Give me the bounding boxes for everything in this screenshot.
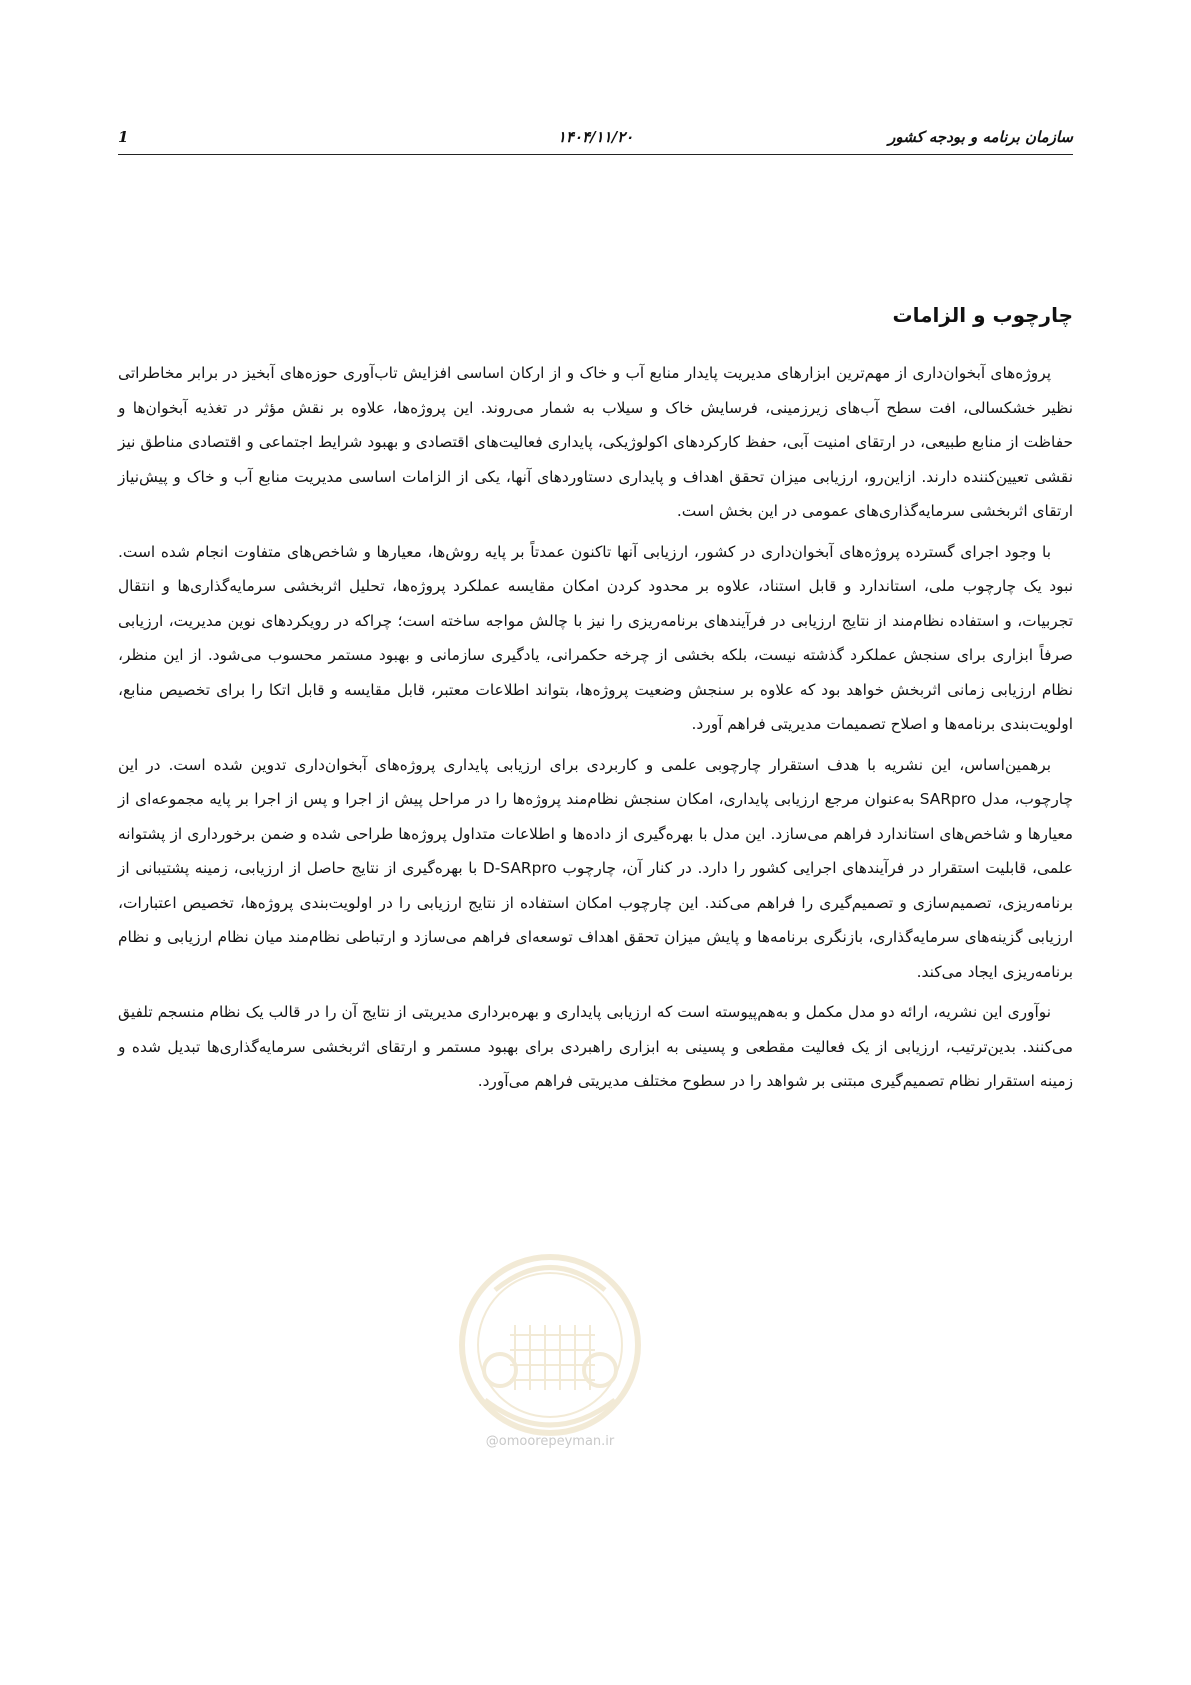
document-body [118,300,1073,1105]
paragraph-3: برهمین‌اساس، این نشریه با هدف استقرار چارچوبی علمی و کاربردی برای ارزیابی پایداری پروژه‌های آبخوان‌داری تدوین شده است. در این چارچوب، مدل SARpro به‌عنوان مرجع ارزیابی پایداری، امکان سنجش نظام‌مند پروژه‌ها را در مراحل پیش از اجرا و پس از اجرا بر پایه مجموعه‌ای از معیارها و شاخص‌های استاندارد فراهم می‌سازد. این مدل با بهره‌گیری از داده‌ها و اطلاعات متداول پروژه‌ها طراحی شده و ضمن برخورداری از پشتوانه علمی، قابلیت استقرار در فرآیندهای اجرایی کشور را دارد. در کنار آن، چارچوب D-SARpro با بهره‌گیری از نتایج حاصل از ارزیابی، زمینه پشتیبانی از برنامه‌ریزی، تصمیم‌سازی و تصمیم‌گیری را فراهم می‌کند. این چارچوب امکان استفاده از نتایج ارزیابی را در اولویت‌بندی پروژه‌ها، تخصیص اعتبارات، ارزیابی گزینه‌های سرمایه‌گذاری، بازنگری برنامه‌ها و پایش میزان تحقق اهداف توسعه‌ای فراهم می‌سازد و ارتباطی نظام‌مند میان نظام ارزیابی و نظام برنامه‌ریزی ایجاد می‌کند. [118,755,1073,981]
header-organization: سازمان برنامه و بودجه کشور [888,128,1073,146]
page-header [118,128,1073,152]
header-divider [118,154,1073,155]
section-title: چارچوب و الزامات [892,303,1073,327]
header-date: ۱۴۰۴/۱۱/۲۰ [557,128,634,146]
paragraph-1: پروژه‌های آبخوان‌داری از مهم‌ترین ابزارهای مدیریت پایدار منابع آب و خاک و از ارکان اساسی افزایش تاب‌آوری حوزه‌های آبخیز در برابر مخاطراتی نظیر خشکسالی، افت سطح آب‌های زیرزمینی، فرسایش خاک و سیلاب به شمار می‌روند. این پروژه‌ها، علاوه بر نقش مؤثر در تغذیه آبخوان‌ها و حفاظت از منابع طبیعی، در ارتقای امنیت آبی، حفظ کارکردهای اکولوژیکی، پایداری فعالیت‌های اقتصادی و بهبود شرایط اجتماعی و اقتصادی مناطق نیز نقشی تعیین‌کننده دارند. ازاین‌رو، ارزیابی میزان تحقق اهداف و پایداری دستاوردهای آنها، یکی از الزامات اساسی مدیریت منابع آب و خاک و پیش‌نیاز ارتقای اثربخشی سرمایه‌گذاری‌های عمومی در این بخش است. [118,364,1073,520]
paragraph-4: نوآوری این نشریه، ارائه دو مدل مکمل و به‌هم‌پیوسته است که ارزیابی پایداری و بهره‌برداری مدیریتی از نتایج آن را در قالب یک نظام منسجم تلفیق می‌کنند. بدین‌ترتیب، ارزیابی از یک فعالیت مقطعی و پسینی به ابزاری راهبردی برای بهبود مستمر و ارتقای اثربخشی سرمایه‌گذاری‌ها تبدیل شده و زمینه استقرار نظام تصمیم‌گیری مبتنی بر شواهد را در سطوح مختلف مدیریتی فراهم می‌آورد. [118,1003,1073,1090]
header-page-number: 1 [118,128,129,146]
paragraph-2: با وجود اجرای گسترده پروژه‌های آبخوان‌داری در کشور، ارزیابی آنها تاکنون عمدتاً بر پایه روش‌ها، معیارها و شاخص‌های متفاوت انجام شده است. نبود یک چارچوب ملی، استاندارد و قابل استناد، علاوه بر محدود کردن امکان مقایسه عملکرد پروژه‌ها، تحلیل اثربخشی سرمایه‌گذاری‌ها و انتقال تجربیات، و استفاده نظام‌مند از نتایج ارزیابی در فرآیندهای برنامه‌ریزی را نیز با چالش مواجه ساخته است؛ چراکه در رویکردهای نوین مدیریت، ارزیابی صرفاً ابزاری برای سنجش عملکرد گذشته نیست، بلکه بخشی از چرخه حکمرانی، یادگیری سازمانی و بهبود مستمر محسوب می‌شود. از این منظر، نظام ارزیابی زمانی اثربخش خواهد بود که علاوه بر سنجش وضعیت پروژه‌ها، بتواند اطلاعات معتبر، قابل مقایسه و قابل اتکا را برای تخصیص منابع، اولویت‌بندی برنامه‌ها و اصلاح تصمیمات مدیریتی فراهم آورد. [118,542,1073,733]
watermark-site-label: @omoorepeyman.ir [485,1434,615,1449]
